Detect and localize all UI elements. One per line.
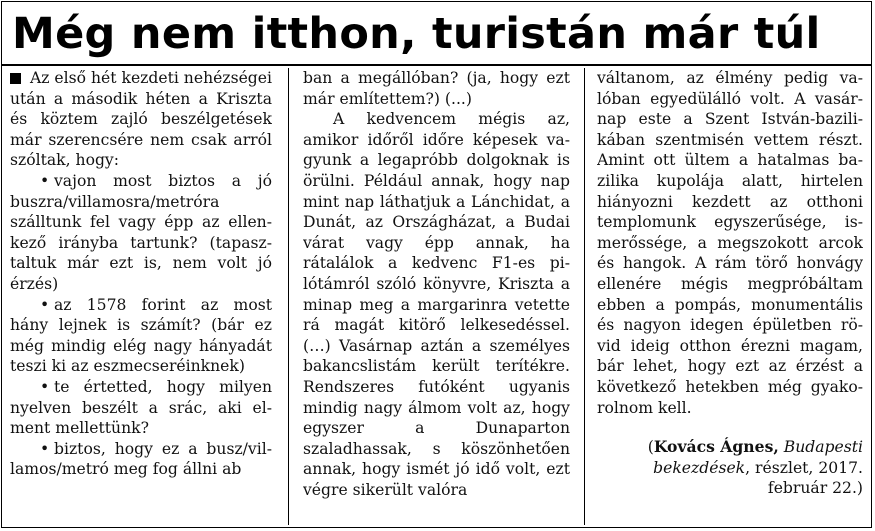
list-item: • te értetted, hogy milyen nyelven beszélt a srác, aki elment mellettünk? [10, 377, 272, 438]
body-paragraph: A kedvencem mégis az, amikor időről időre képesek vagyunk a legapróbb dolgoknak is örülni. Például annak, hogy nap mint nap láthatjuk a Lánchidat, a Dunát, az Országházat, a Budai várat vagy épp annak, ha rátalálok a kedvenc F1-es pilótámról szóló könyvre, Kriszta a minap meg a margarinra vetette rá magát kitörő lelkesedéssel. (…) Vasárnap aztán a személyes bakancslistám került terítékre. Rendszeres futóként ugyanis mindig nagy álmom volt az, hogy egyszer a Dunaparton szaladhassak, s köszönhetően annak, hogy ismét jó idő volt, ezt végre sikerült valóra [303, 110, 570, 499]
article-headline: Még nem itthon, turistán már túl [12, 9, 821, 59]
source-author: Kovács Ágnes, [653, 437, 779, 457]
source-citation: (Kovács Ágnes, Budapesti bekezdések, részlet, 2017. február 22.) [647, 437, 863, 498]
source-work-title: Budapesti bekezdések [653, 438, 863, 477]
article-column-3 [597, 68, 863, 527]
list-item: • biztos, hogy ez a busz/villamos/metró meg fog állni ab [10, 439, 272, 479]
list-item: • vajon most biztos a jó buszra/villamosra/metróra szálltunk fel vagy épp az ellenkező irányba tartunk? (tapasztaltuk már ezt is, nem volt jó érzés) [10, 171, 272, 293]
bullet-icon: • [40, 295, 50, 314]
bullet-icon: • [40, 439, 50, 458]
article-column-1 [10, 68, 272, 527]
bullet-icon: • [40, 171, 50, 190]
headline-rule [2, 64, 871, 66]
bullet-icon: • [40, 377, 50, 396]
column-divider-2 [584, 68, 585, 525]
list-item: • az 1578 forint az most hány lejnek is számít? (bár ez még mindig elég nagy hányadát teszi ki az eszmecseréinknek) [10, 295, 272, 376]
square-bullet-icon [10, 73, 21, 84]
article-column-2 [303, 68, 570, 527]
continued-paragraph: ban a megállóban? (ja, hogy ezt már említettem?) (...) [303, 69, 570, 108]
column-divider-1 [288, 68, 289, 525]
intro-paragraph: Az első hét kezdeti nehézségei után a második héten a Kriszta és köztem zajló beszélgetések már szerencsére nem csak arról szóltak, hogy: [10, 69, 272, 170]
continued-paragraph: váltanom, az élmény pedig valóban egyedülálló volt. A vasárnap este a Szent István-bazilikában szentmisén vettem részt. Amint ott ültem a hatalmas bazilika kupolája alatt, hirtelen hiányozni kezdett az otthoni templomunk egyszerűsége, ismerőssége, a megszokott arcok és hangok. A rám törő honvágy ellenére mégis megpróbáltam ebben a pompás, monumentális és nagyon idegen épületben rövid ideig otthon érezni magam, bár lehet, hogy ezt az érzést a következő hetekben még gyakorolnom kell. [597, 69, 863, 417]
